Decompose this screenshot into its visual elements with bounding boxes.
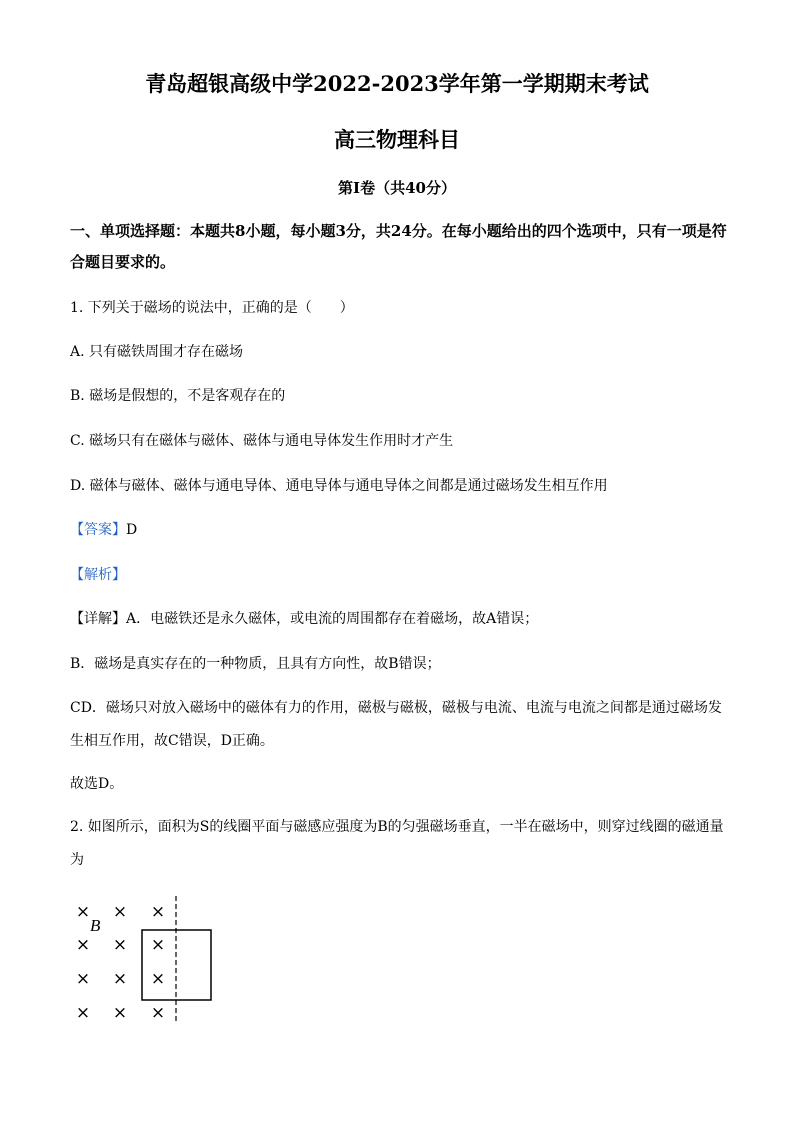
field-cross-icon: × xyxy=(112,935,128,955)
q1-detail-b: B．磁场是真实存在的一种物质，且具有方向性，故B错误； xyxy=(70,656,441,672)
detail-label: 【详解】 xyxy=(70,611,126,627)
figure-svg xyxy=(70,894,230,1034)
q1-option-c: C. 磁场只有在磁体与磁体、磁体与通电导体发生作用时才产生 xyxy=(70,433,454,449)
field-crosses xyxy=(76,902,165,1023)
q2-stem: 2. 如图所示，面积为S的线圈平面与磁感应强度为B的匀强磁场垂直，一半在磁场中，则穿过线圈的磁通量为 xyxy=(70,819,724,868)
field-cross-icon: × xyxy=(75,1003,91,1023)
q1-answer xyxy=(70,520,730,540)
q1-option-a: A. 只有磁铁周围才存在磁场 xyxy=(70,344,244,360)
magnetic-field-figure xyxy=(70,894,230,1034)
q1-option-d: D. 磁体与磁体、磁体与通电导体、通电导体与通电导体之间都是通过磁场发生相互作用 xyxy=(70,478,608,494)
section-heading: 一、单项选择题：本题共8小题，每小题3分，共24分。在每小题给出的四个选项中，只有一项是符合题目要求的。 xyxy=(70,222,727,271)
field-cross-icon: × xyxy=(112,969,128,989)
exam-subtitle: 高三物理科目 xyxy=(334,127,460,152)
field-label-b: B xyxy=(90,916,101,935)
q1-stem: 1. 下列关于磁场的说法中，正确的是（ ） xyxy=(70,300,354,316)
q1-detail-a xyxy=(70,609,730,629)
q1-option-b: B. 磁场是假想的，不是客观存在的 xyxy=(70,388,286,404)
field-cross-icon: × xyxy=(112,902,128,922)
field-cross-icon: × xyxy=(75,969,91,989)
answer-label: 【答案】 xyxy=(70,522,126,538)
field-cross-icon: × xyxy=(75,902,91,922)
exam-title: 青岛超银高级中学2022-2023学年第一学期期末考试 xyxy=(145,71,649,96)
field-cross-icon: × xyxy=(112,1003,128,1023)
field-cross-icon: × xyxy=(150,935,166,955)
field-cross-icon: × xyxy=(150,969,166,989)
part-title: 第I卷（共40分） xyxy=(338,179,456,197)
q1-detail-cd: CD．磁场只对放入磁场中的磁体有力的作用，磁极与磁极，磁极与电流、电流与电流之间都是通过磁场发生相互作用，故C错误，D正确。 xyxy=(70,700,722,749)
field-cross-icon: × xyxy=(150,1003,166,1023)
analysis-label: 【解析】 xyxy=(70,567,126,583)
field-cross-icon: × xyxy=(150,902,166,922)
answer-value: D xyxy=(126,522,138,538)
field-cross-icon: × xyxy=(75,935,91,955)
detail-line-a: A．电磁铁还是永久磁体，或电流的周围都存在着磁场，故A错误； xyxy=(126,611,539,627)
q1-conclusion: 故选D。 xyxy=(70,776,124,792)
